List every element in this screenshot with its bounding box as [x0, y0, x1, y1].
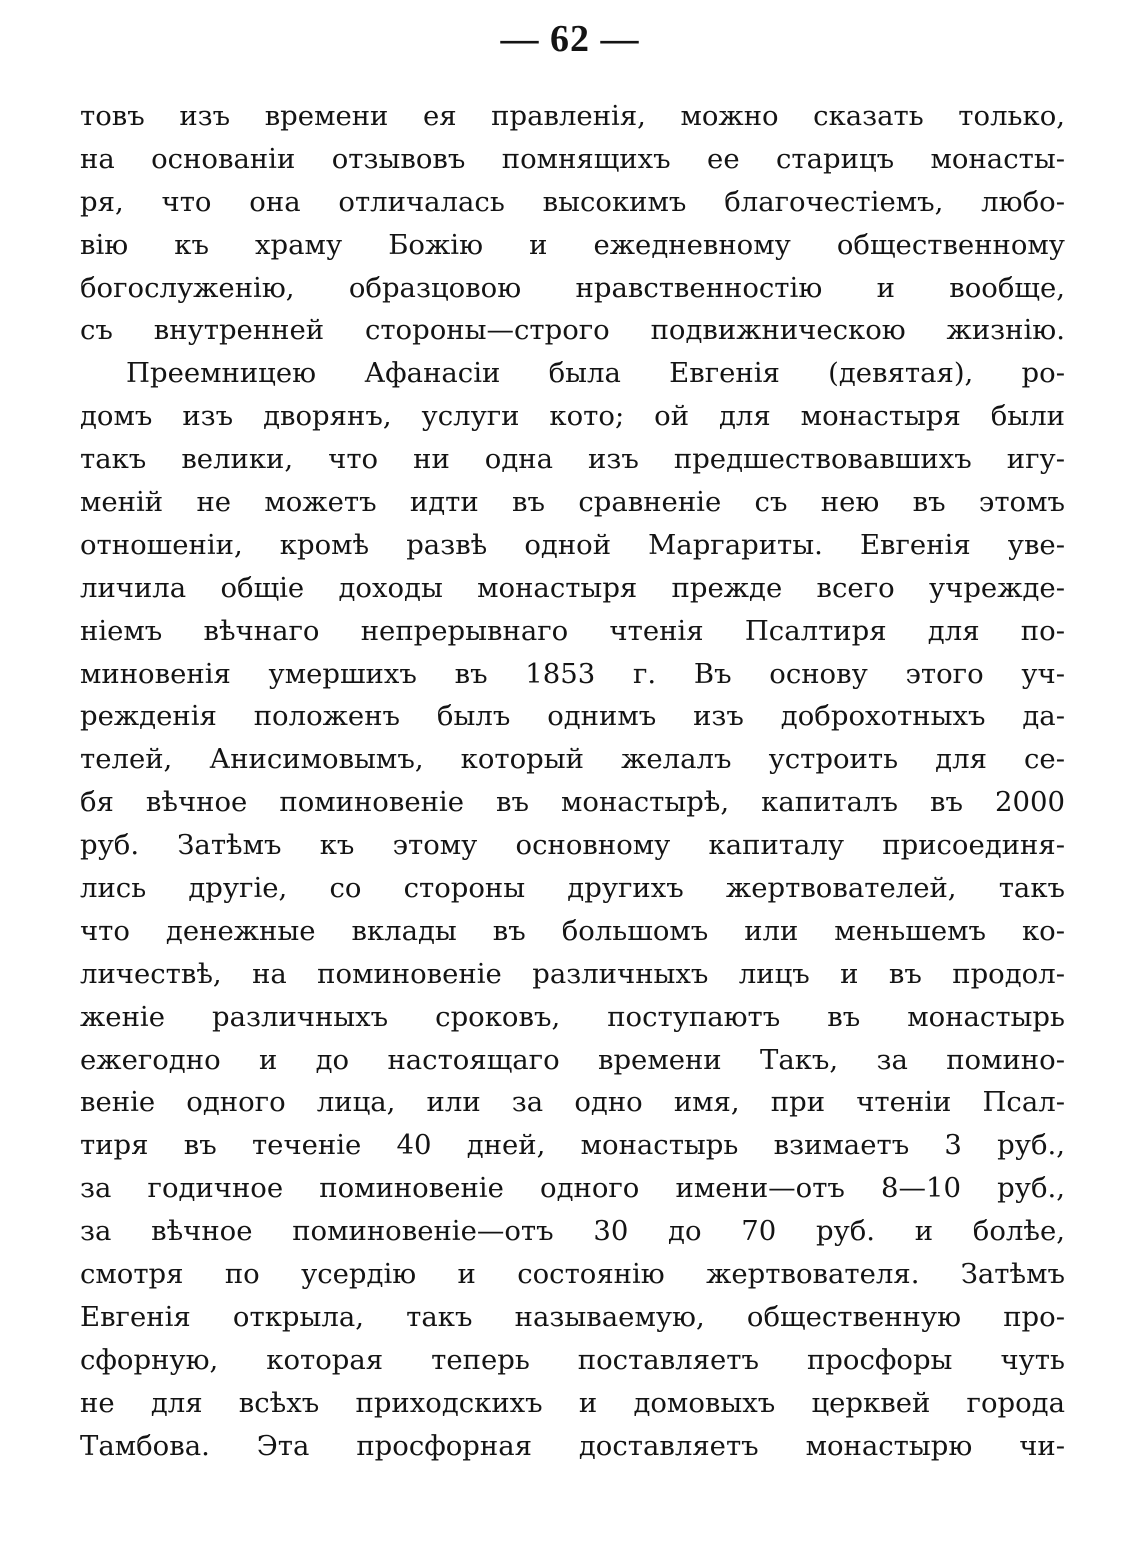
text-line: личила общіе доходы монастыря прежде всего учрежде- [80, 571, 1065, 604]
text-line: режденія положенъ былъ однимъ изъ доброхотныхъ да- [80, 700, 1065, 733]
text-line: съ внутренней стороны—строго подвижническою жизнію. [80, 314, 1065, 347]
text-line: Тамбова. Эта просфорная доставляетъ монастырю чи- [80, 1429, 1065, 1462]
text-line: тиря въ теченіе 40 дней, монастырь взимаетъ 3 руб., [80, 1129, 1065, 1162]
text-line: не для всѣхъ приходскихъ и домовыхъ церквей города [80, 1386, 1065, 1419]
page-number: — 62 — [500, 18, 640, 60]
text-line: вію къ храму Божію и ежедневному общественному [80, 228, 1065, 261]
text-line: ніемъ вѣчнаго непрерывнаго чтенія Псалтиря для по- [80, 614, 1065, 647]
text-line: бя вѣчное поминовеніе въ монастырѣ, капиталъ въ 2000 [80, 786, 1065, 819]
text-line: ря, что она отличалась высокимъ благочестіемъ, любо- [80, 185, 1065, 218]
text-line: смотря по усердію и состоянію жертвователя. Затѣмъ [80, 1258, 1065, 1291]
text-line: миновенія умершихъ въ 1853 г. Въ основу этого уч- [80, 657, 1065, 690]
text-line: что денежные вклады въ большомъ или меньшемъ ко- [80, 914, 1065, 947]
text-line: богослуженію, образцовою нравственностію и вообще, [80, 271, 1065, 304]
text-line: меній не можетъ идти въ сравненіе съ нею въ этомъ [80, 486, 1065, 519]
text-line: веніе одного лица, или за одно имя, при чтеніи Псал- [80, 1086, 1065, 1119]
text-line: за годичное поминовеніе одного имени—отъ 8—10 руб., [80, 1172, 1065, 1205]
text-line: на основаніи отзывовъ помнящихъ ее старицъ монасты- [80, 142, 1065, 175]
text-line: отношеніи, кромѣ развѣ одной Маргариты. Евгенія уве- [80, 528, 1065, 561]
text-line: личествѣ, на поминовеніе различныхъ лицъ и въ продол- [80, 957, 1065, 990]
body-text [80, 95, 1065, 1468]
text-line: телей, Анисимовымъ, который желалъ устроить для се- [80, 743, 1065, 776]
text-line: домъ изъ дворянъ, услуги кото; ой для монастыря были [80, 400, 1065, 433]
text-line: за вѣчное поминовеніе—отъ 30 до 70 руб. и болѣе, [80, 1215, 1065, 1248]
text-line: Евгенія открыла, такъ называемую, общественную про- [80, 1300, 1065, 1333]
text-line: сфорную, которая теперь поставляетъ просфоры чуть [80, 1343, 1065, 1376]
text-line: такъ велики, что ни одна изъ предшествовавшихъ игу- [80, 443, 1065, 476]
text-line: руб. Затѣмъ къ этому основному капиталу присоединя- [80, 829, 1065, 862]
text-line: товъ изъ времени ея правленія, можно сказать только, [80, 100, 1065, 132]
text-line: ежегодно и до настоящаго времени Такъ, за помино- [80, 1043, 1065, 1076]
text-line: женіе различныхъ сроковъ, поступаютъ въ монастырь [80, 1000, 1065, 1033]
paragraph-start-line: Преемницею Афанасіи была Евгенія (девятая), ро- [126, 357, 1065, 390]
text-line: лись другіе, со стороны другихъ жертвователей, такъ [80, 872, 1065, 905]
